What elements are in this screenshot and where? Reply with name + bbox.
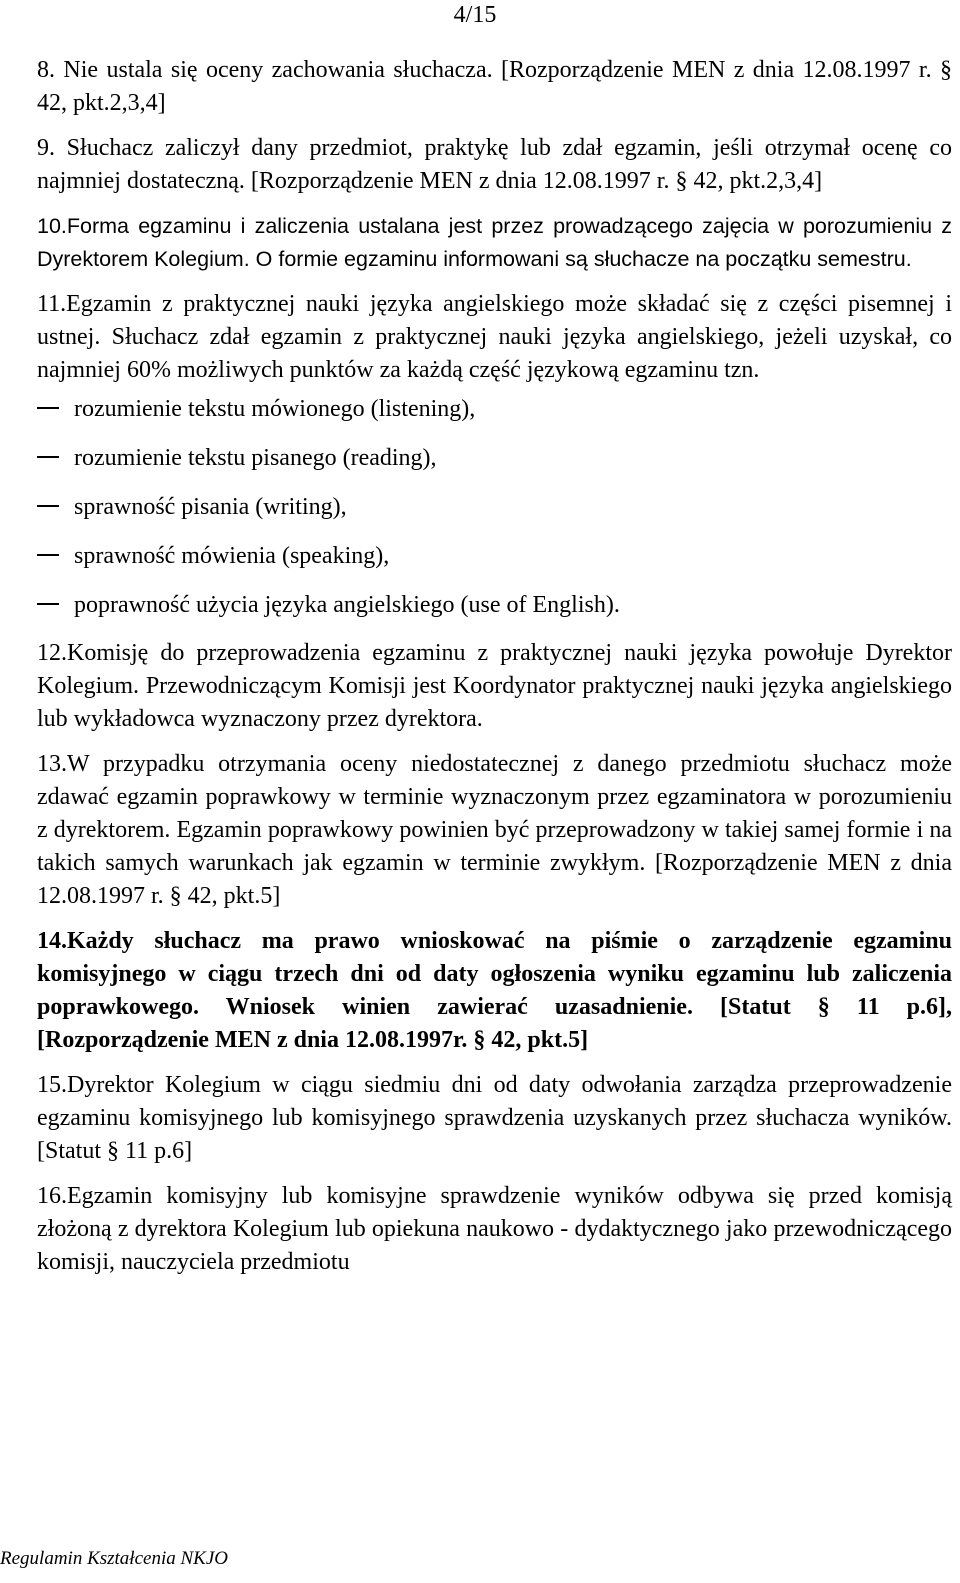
paragraph-12 bbox=[37, 637, 952, 736]
item-text-continued: Słuchacz zdał egzamin z praktycznej nauki języka angielskiego, jeżeli uzyskał, co najmniej 60% możliwych punktów za każdą część językową egzaminu tzn. bbox=[37, 324, 953, 383]
paragraph-15 bbox=[37, 1069, 952, 1168]
paragraph-14 bbox=[37, 925, 952, 1057]
list-item: rozumienie tekstu mówionego (listening), bbox=[37, 393, 952, 442]
item-number: 16. bbox=[37, 1183, 67, 1209]
item-number: 9. bbox=[37, 135, 55, 161]
document-body bbox=[37, 54, 952, 1291]
item-text: Egzamin komisyjny lub komisyjne sprawdzenie wyników odbywa się przed komisją złożoną z dyrektora Kolegium lub opiekuna naukowo - dydaktycznego jako przewodniczącego komisji, nauczyciela przedmiotu bbox=[37, 1183, 952, 1275]
list-item: poprawność użycia języka angielskiego (use of English). bbox=[37, 589, 952, 629]
list-item: sprawność pisania (writing), bbox=[37, 491, 952, 540]
item-text: Forma egzaminu i zaliczenia ustalana jest przez prowadzącego zajęcia w porozumieniu z Dyrektorem Kolegium. O formie egzaminu informowani są słuchacze na początku semestru. bbox=[37, 214, 952, 271]
paragraph-13 bbox=[37, 748, 952, 913]
paragraph-9 bbox=[37, 132, 952, 198]
item-number: 12. bbox=[37, 640, 67, 666]
item-text: Dyrektor Kolegium w ciągu siedmiu dni od daty odwołania zarządza przeprowadzenie egzaminu komisyjnego lub komisyjnego sprawdzenia uzyskanych przez słuchacza wyników. [Statut § 11 p.6] bbox=[37, 1072, 952, 1164]
item-number: 8. bbox=[37, 57, 55, 83]
footer bbox=[0, 1548, 228, 1570]
dash-icon bbox=[37, 603, 59, 605]
paragraph-10 bbox=[37, 210, 952, 276]
item-number: 14. bbox=[37, 928, 67, 954]
item-number: 15. bbox=[37, 1072, 67, 1098]
item-number: 13. bbox=[37, 751, 67, 777]
page-number: 4/15 bbox=[453, 2, 497, 28]
item-number: 10. bbox=[37, 214, 67, 238]
dash-icon bbox=[37, 554, 59, 556]
paragraph-16 bbox=[37, 1180, 952, 1279]
item-text: Słuchacz zaliczył dany przedmiot, praktykę lub zdał egzamin, jeśli otrzymał ocenę co najmniej dostateczną. [Rozporządzenie MEN z dnia 12.08.1997 r. § 42, pkt.2,3,4] bbox=[37, 135, 953, 194]
list-item: sprawność mówienia (speaking), bbox=[37, 540, 952, 589]
item-text: W przypadku otrzymania oceny niedostatecznej z danego przedmiotu słuchacz może zdawać egzamin poprawkowy w terminie wyznaczonym przez egzaminatora w porozumieniu z dyrektorem. Egzamin poprawkowy powinien być przeprowadzony w takiej samej formie i na takich samych warunkach jak egzamin w terminie zwykłym. [Rozporządzenie MEN z dnia 12.08.1997 r. § 42, pkt.5] bbox=[37, 751, 952, 909]
paragraph-8 bbox=[37, 54, 952, 120]
dash-icon bbox=[37, 456, 59, 458]
paragraph-11 bbox=[37, 288, 952, 387]
language-skills-list bbox=[37, 393, 952, 629]
item-text: Egzamin z praktycznej nauki języka angielskiego może składać się z części pisemnej i ustnej. bbox=[37, 291, 952, 350]
dash-icon bbox=[37, 407, 59, 409]
item-text: Komisję do przeprowadzenia egzaminu z praktycznej nauki języka powołuje Dyrektor Kolegium. Przewodniczącym Komisji jest Koordynator praktycznej nauki języka angielskiego lub wykładowca wyznaczony przez dyrektora. bbox=[37, 640, 952, 732]
item-text: Nie ustala się oceny zachowania słuchacza. [Rozporządzenie MEN z dnia 12.08.1997 r. § 42, pkt.2,3,4] bbox=[37, 57, 953, 116]
item-number: 11. bbox=[37, 291, 67, 317]
item-text: Każdy słuchacz ma prawo wnioskować na piśmie o zarządzenie egzaminu komisyjnego w ciągu trzech dni od daty ogłoszenia wyniku egzaminu lub zaliczenia poprawkowego. Wniosek winien zawierać uzasadnienie. [Statut § 11 p.6], [Rozporządzenie MEN z dnia 12.08.1997r. § 42, pkt.5] bbox=[37, 928, 952, 1053]
footer-text: Regulamin Kształcenia NKJO bbox=[0, 1548, 228, 1569]
list-item: rozumienie tekstu pisanego (reading), bbox=[37, 442, 952, 491]
dash-icon bbox=[37, 505, 59, 507]
